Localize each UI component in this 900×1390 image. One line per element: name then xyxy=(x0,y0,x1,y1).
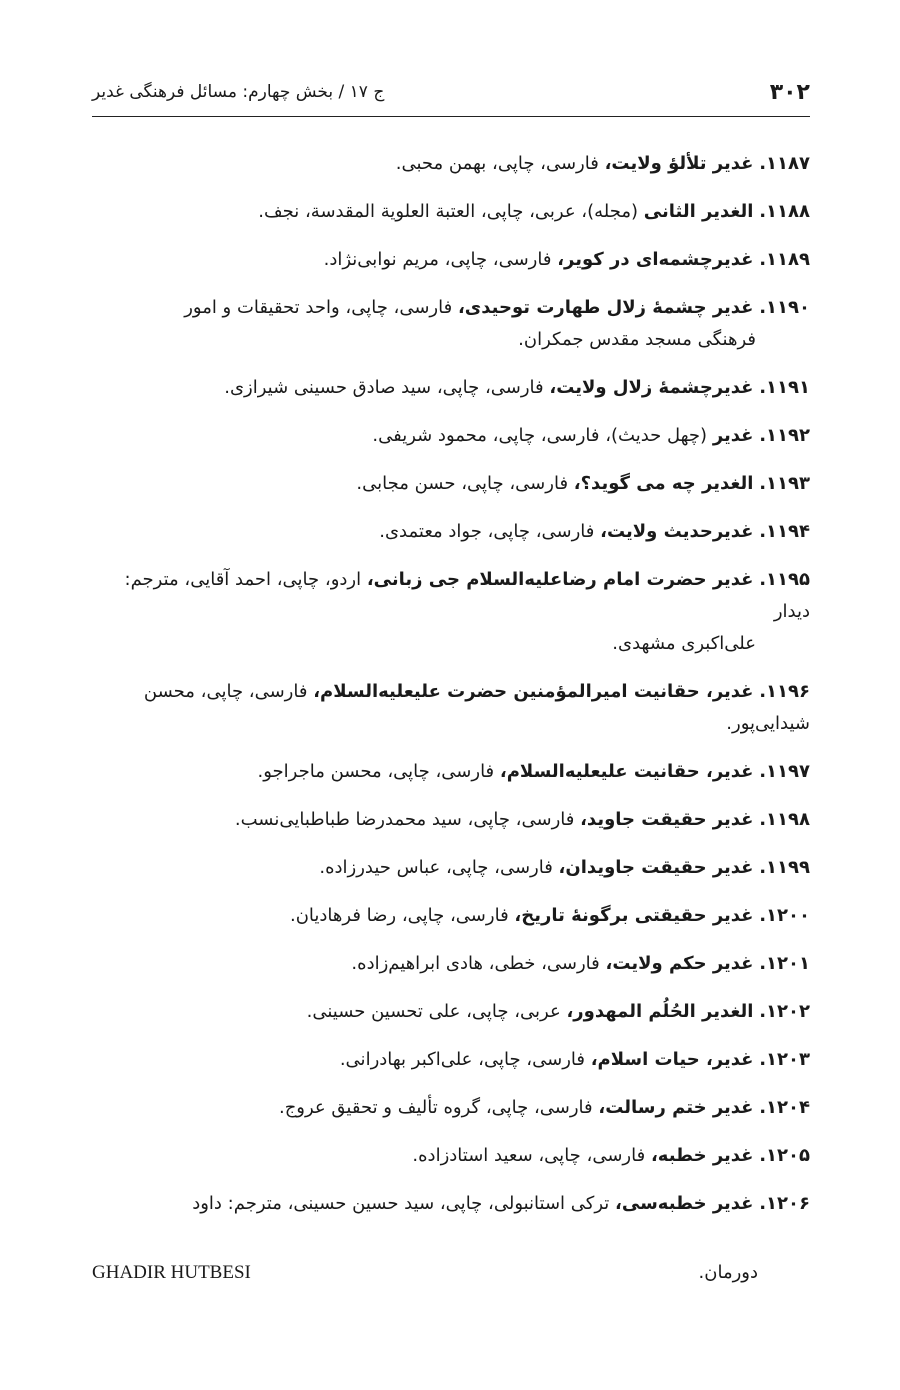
entry-details: فارسی، چاپی، حسن مجابی. xyxy=(356,473,574,494)
entry-details: فارسی، چاپی، گروه تألیف و تحقیق عروج. xyxy=(278,1097,599,1118)
list-item xyxy=(92,188,810,236)
list-item xyxy=(92,1180,810,1228)
entry-number: ۱۲۰۵. xyxy=(759,1145,810,1166)
entry-details: فارسی، چاپی، سید محمدرضا طباطبایی‌نسب. xyxy=(234,809,581,830)
entry-title: غدیر چشمۀ زلال طهارت توحیدی، xyxy=(457,297,754,318)
entry-title: غدیر، حقانیت علیعليه‌السلام، xyxy=(499,761,754,782)
entry-details: ترکی استانبولی، چاپی، سید حسین حسینی، مترجم: داود xyxy=(192,1193,616,1214)
latin-title: GHADIR HUTBESI xyxy=(92,1262,251,1283)
list-item xyxy=(92,844,810,892)
entry-title: غدیر حقیقتی برگونۀ تاریخ، xyxy=(514,905,754,926)
page-number: ۳۰۲ xyxy=(769,79,810,105)
entry-title: غدیر، حیات اسلام، xyxy=(590,1049,754,1070)
entry-details: عربی، چاپی، علی تحسین حسینی. xyxy=(306,1001,567,1022)
entry-number: ۱۱۹۲. xyxy=(759,425,810,446)
entry-details: (چهل حدیث)، فارسی، چاپی، محمود شریفی. xyxy=(372,425,713,446)
entry-number: ۱۲۰۱. xyxy=(759,953,810,974)
entry-number: ۱۱۹۹. xyxy=(759,857,810,878)
running-head: ج ۱۷ / بخش چهارم: مسائل فرهنگی غدیر xyxy=(92,82,385,102)
entry-details: فارسی، چاپی، واحد تحقیقات و امور xyxy=(184,297,458,318)
list-item xyxy=(92,796,810,844)
entry-continuation: فرهنگی مسجد مقدس جمکران. xyxy=(518,329,756,350)
entry-number: ۱۱۸۷. xyxy=(759,153,810,174)
list-item xyxy=(92,668,810,748)
entry-title: غدیر ختم رسالت، xyxy=(598,1097,754,1118)
entry-number: ۱۱۹۴. xyxy=(759,521,810,542)
list-item xyxy=(92,1084,810,1132)
entry-number: ۱۲۰۲. xyxy=(759,1001,810,1022)
entry-continuation: علی‌اکبری مشهدی. xyxy=(612,633,756,654)
entry-title: غدیر xyxy=(712,425,754,446)
entry-title: غدیر خطبه‌سی، xyxy=(615,1193,754,1214)
entry-number: ۱۱۹۱. xyxy=(759,377,810,398)
entry-title: الغدیر الثانی xyxy=(643,201,754,222)
entry-title: الغدیر چه می گوید؟، xyxy=(573,473,754,494)
list-item xyxy=(92,1036,810,1084)
entry-number: ۱۲۰۴. xyxy=(759,1097,810,1118)
entry-number: ۱۱۹۶. xyxy=(759,681,810,702)
entry-title: غدیر حقیقت جاوید، xyxy=(580,809,754,830)
list-item xyxy=(92,236,810,284)
entry-list xyxy=(92,140,810,1228)
entry-title: غدیر، حقانیت امیرالمؤمنین حضرت علیعليه‌السلام، xyxy=(313,681,754,702)
entry-details: فارسی، چاپی، سعید استادزاده. xyxy=(412,1145,651,1166)
entry-details: فارسی، چاپی، مریم نوابی‌نژاد. xyxy=(323,249,558,270)
list-item xyxy=(92,412,810,460)
entry-details: فارسی، چاپی، رضا فرهادیان. xyxy=(289,905,515,926)
entry-number: ۱۱۹۷. xyxy=(759,761,810,782)
entry-number: ۱۱۸۹. xyxy=(759,249,810,270)
list-item xyxy=(92,140,810,188)
entry-details: فارسی، چاپی، محسن شیدایی‌پور. xyxy=(143,681,810,734)
entry-details: فارسی، چاپی، عباس حیدرزاده. xyxy=(319,857,559,878)
list-item xyxy=(92,892,810,940)
entry-details: فارسی، چاپی، جواد معتمدی. xyxy=(379,521,601,542)
entry-title: غدیر حقیقت جاویدان، xyxy=(558,857,754,878)
list-item xyxy=(92,556,810,668)
entry-number: ۱۲۰۳. xyxy=(759,1049,810,1070)
entry-title: الغدیر الحُلُم المهدور، xyxy=(566,1001,754,1022)
list-item xyxy=(92,748,810,796)
list-item xyxy=(92,460,810,508)
list-item xyxy=(92,284,810,364)
entry-continuation: دورمان. xyxy=(698,1262,758,1283)
list-item xyxy=(92,988,810,1036)
entry-number: ۱۱۸۸. xyxy=(759,201,810,222)
entry-number: ۱۲۰۶. xyxy=(759,1193,810,1214)
entry-title: غدیرحدیث ولایت، xyxy=(600,521,754,542)
entry-details: فارسی، چاپی، بهمن محبی. xyxy=(395,153,605,174)
entry-title: غدیر حضرت امام رضاعليه‌السلام جی زبانی، xyxy=(366,569,754,590)
list-item xyxy=(92,508,810,556)
entry-number: ۱۱۹۰. xyxy=(759,297,810,318)
entry-title: غدیرچشمه‌ای در کویر، xyxy=(557,249,754,270)
entry-details: فارسی، چاپی، محسن ماجراجو. xyxy=(257,761,500,782)
entry-title: غدیر تلألؤ ولایت، xyxy=(604,153,754,174)
page-header xyxy=(92,68,810,117)
entry-details: اردو، چاپی، احمد آقایی، مترجم: دیدار xyxy=(124,569,810,622)
entry-number: ۱۱۹۳. xyxy=(759,473,810,494)
entry-details: فارسی، چاپی، علی‌اکبر بهادرانی. xyxy=(339,1049,591,1070)
entry-number: ۱۱۹۸. xyxy=(759,809,810,830)
entry-details: فارسی، چاپی، سید صادق حسینی شیرازی. xyxy=(224,377,550,398)
list-item xyxy=(92,1132,810,1180)
entry-number: ۱۲۰۰. xyxy=(759,905,810,926)
entry-title: غدیر حکم ولایت، xyxy=(605,953,754,974)
entry-title: غدیر خطبه، xyxy=(650,1145,754,1166)
entry-number: ۱۱۹۵. xyxy=(759,569,810,590)
entry-title: غدیرچشمۀ زلال ولایت، xyxy=(549,377,754,398)
entry-details: فارسی، خطی، هادی ابراهیم‌زاده. xyxy=(351,953,606,974)
list-item xyxy=(92,940,810,988)
entry-details: (مجله)، عربی، چاپی، العتبة العلویة المقدسة، نجف. xyxy=(258,201,644,222)
list-item xyxy=(92,364,810,412)
